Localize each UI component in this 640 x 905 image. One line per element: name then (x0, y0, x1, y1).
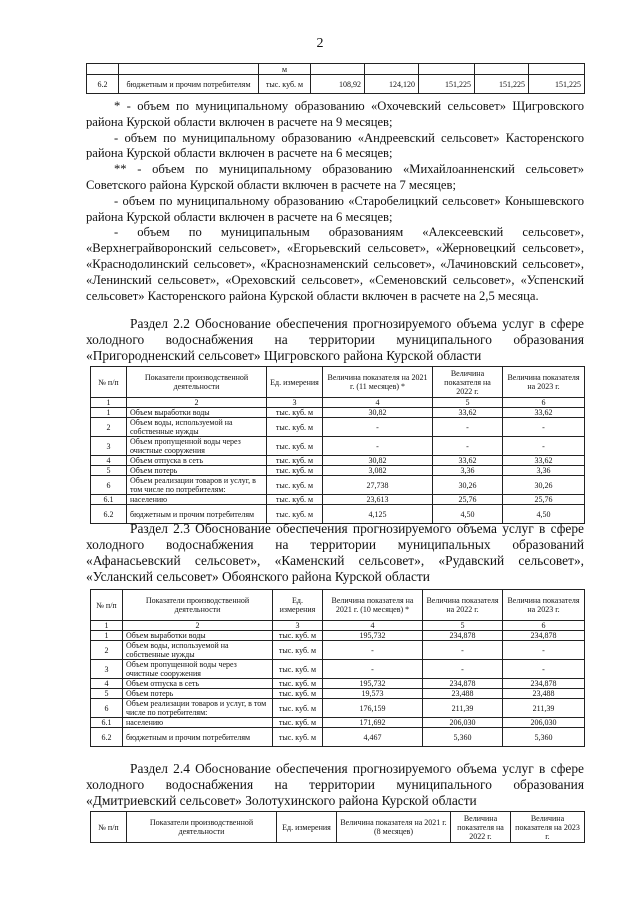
column-header: Величина показателя на 2023 г. (511, 812, 585, 843)
row-number: 6.1 (91, 718, 123, 728)
row-value-2023: - (503, 641, 585, 660)
row-unit: тыс. куб. м (267, 495, 323, 505)
row-label: Объем пропущенной воды через очистные сооружения (123, 660, 273, 679)
table-header-row (91, 812, 585, 843)
column-header: № п/п (91, 367, 127, 398)
footnotes (86, 99, 584, 304)
section-table-2-3 (90, 589, 584, 747)
table-header-row (91, 590, 585, 621)
row-value-2022: 206,030 (423, 718, 503, 728)
column-header: Величина показателя на 2023 г. (503, 590, 585, 621)
row-number: 1 (91, 408, 127, 418)
row-unit: тыс. куб. м (273, 718, 323, 728)
row-label: Объем реализации товаров и услуг, в том числе по потребителям: (123, 699, 273, 718)
section-heading-2-2: Раздел 2.2 Обоснование обеспечения прогнозируемого объема услуг в сфере холодного водоснабжения на территории муниципального образования «Пригородненский сельсовет» Щигровского района Курской области (86, 316, 584, 363)
table-row (91, 699, 585, 718)
row-value-2021: 19,573 (323, 689, 423, 699)
row-label: Объем потерь (127, 466, 267, 476)
row-label: Объем выработки воды (123, 631, 273, 641)
row-unit: тыс. куб. м (267, 418, 323, 437)
row-unit: тыс. куб. м (273, 699, 323, 718)
row-value-2021: 4,467 (323, 728, 423, 747)
table-row (91, 689, 585, 699)
row-label: Объем воды, используемой на собственные нужды (123, 641, 273, 660)
row-number: 4 (91, 456, 127, 466)
table-row (91, 631, 585, 641)
row-value: 151,225 (529, 75, 585, 94)
row-label: Объем потерь (123, 689, 273, 699)
row-label: населению (127, 495, 267, 505)
section-table-2-4 (90, 811, 584, 843)
section-table-2-2 (90, 366, 584, 524)
column-header: Показатели производственной деятельности (127, 812, 277, 843)
row-value-2022: 30,26 (433, 476, 503, 495)
row-label: бюджетным и прочим потребителям (123, 728, 273, 747)
row-value-2022: 234,878 (423, 631, 503, 641)
row-value-2023: 4,50 (503, 505, 585, 524)
row-value-2022: 4,50 (433, 505, 503, 524)
row-value-2023: 23,488 (503, 689, 585, 699)
table-row (91, 418, 585, 437)
table-row (91, 718, 585, 728)
row-number: 6 (91, 699, 123, 718)
row-unit: тыс. куб. м (273, 631, 323, 641)
row-value-2023: 5,360 (503, 728, 585, 747)
column-index-row: 1 2 3 4 5 6 (91, 398, 585, 408)
row-label: Объем воды, используемой на собственные нужды (127, 418, 267, 437)
column-header: Ед. измерения (277, 812, 337, 843)
row-number: 1 (91, 631, 123, 641)
unit-tail: м (259, 64, 311, 75)
table-row (91, 456, 585, 466)
row-value-2021: 4,125 (323, 505, 433, 524)
column-header: Величина показателя на 2021 г. (8 месяцев) (337, 812, 451, 843)
row-unit: тыс. куб. м (259, 75, 311, 94)
row-number: 2 (91, 418, 127, 437)
continuation-table (86, 63, 584, 94)
row-number: 6.2 (87, 75, 119, 94)
table-row (87, 75, 585, 94)
column-header: Величина показателя на 2022 г. (433, 367, 503, 398)
row-value-2021: - (323, 418, 433, 437)
column-header: № п/п (91, 812, 127, 843)
row-value: 124,120 (365, 75, 419, 94)
column-header: Величина показателя на 2022 г. (423, 590, 503, 621)
row-value-2023: 33,62 (503, 456, 585, 466)
row-unit: тыс. куб. м (273, 728, 323, 747)
row-unit: тыс. куб. м (267, 437, 323, 456)
column-header: Ед. измерения (273, 590, 323, 621)
column-header: Величина показателя на 2023 г. (503, 367, 585, 398)
row-value-2021: 195,732 (323, 679, 423, 689)
table-header-row (91, 367, 585, 398)
row-label: Объем реализации товаров и услуг, в том числе по потребителям: (127, 476, 267, 495)
row-value-2021: - (323, 437, 433, 456)
row-value-2022: 25,76 (433, 495, 503, 505)
row-unit: тыс. куб. м (273, 660, 323, 679)
row-value-2022: 234,878 (423, 679, 503, 689)
column-header: Величина показателя на 2021 г. (11 месяцев) * (323, 367, 433, 398)
table-row (91, 495, 585, 505)
row-label: бюджетным и прочим потребителям (127, 505, 267, 524)
footnote: - объем по муниципальным образованиям «Алексеевский сельсовет», «Верхнеграйворонский сельсовет», «Егорьевский сельсовет», «Жерновецкий сельсовет», «Краснодолинский сельсовет», «Краснознаменский сельсовет», «Лачиновский сельсовет», «Ленинский сельсовет», «Ореховский сельсовет», «Семеновский сельсовет», «Успенский сельсовет» Касторенского района Курской области включен в расчете на 2,5 месяца. (86, 225, 584, 303)
row-value-2021: 23,613 (323, 495, 433, 505)
row-label: населению (123, 718, 273, 728)
row-value: 151,225 (419, 75, 475, 94)
table-row (91, 660, 585, 679)
row-value-2022: 5,360 (423, 728, 503, 747)
row-value-2023: - (503, 418, 585, 437)
row-value-2022: - (433, 418, 503, 437)
row-value-2021: 3,082 (323, 466, 433, 476)
column-header: Показатели производственной деятельности (127, 367, 267, 398)
column-index-row: 1 2 3 4 5 6 (91, 621, 585, 631)
row-number: 6 (91, 476, 127, 495)
row-value-2023: 30,26 (503, 476, 585, 495)
row-unit: тыс. куб. м (267, 408, 323, 418)
row-value-2023: 234,878 (503, 679, 585, 689)
row-value-2022: 33,62 (433, 408, 503, 418)
footnote: ** - объем по муниципальному образованию «Михайлоанненский сельсовет» Советского района Курской области включен в расчете на 7 месяцев; (86, 162, 584, 192)
page-number: 2 (316, 36, 324, 51)
row-value-2021: 27,738 (323, 476, 433, 495)
footnote: - объем по муниципальному образованию «Андреевский сельсовет» Касторенского района Курской области включен в расчете на 6 месяцев; (86, 130, 584, 161)
row-number: 5 (91, 466, 127, 476)
row-unit: тыс. куб. м (267, 476, 323, 495)
row-value-2023: - (503, 660, 585, 679)
row-unit: тыс. куб. м (273, 641, 323, 660)
column-header: Величина показателя на 2021 г. (10 месяцев) * (323, 590, 423, 621)
row-unit: тыс. куб. м (267, 505, 323, 524)
row-label: Объем отпуска в сеть (123, 679, 273, 689)
footnote: * - объем по муниципальному образованию «Охочевский сельсовет» Щигровского района Курской области включен в расчете на 9 месяцев; (86, 99, 584, 129)
row-value-2022: - (433, 437, 503, 456)
table-row (91, 408, 585, 418)
table-row (91, 728, 585, 747)
row-number: 2 (91, 641, 123, 660)
section-heading-2-4: Раздел 2.4 Обоснование обеспечения прогнозируемого объема услуг в сфере холодного водоснабжения на территории муниципального образования «Дмитриевский сельсовет» Золотухинского района Курской области (86, 761, 584, 808)
table-row (91, 466, 585, 476)
row-number: 4 (91, 679, 123, 689)
row-number: 6.1 (91, 495, 127, 505)
row-unit: тыс. куб. м (267, 466, 323, 476)
row-value-2021: 30,82 (323, 408, 433, 418)
row-unit: тыс. куб. м (273, 689, 323, 699)
row-value-2022: 23,488 (423, 689, 503, 699)
row-value-2023: 206,030 (503, 718, 585, 728)
row-value-2021: - (323, 660, 423, 679)
row-value-2021: 176,159 (323, 699, 423, 718)
row-number: 3 (91, 660, 123, 679)
row-number: 6.2 (91, 728, 123, 747)
row-number: 6.2 (91, 505, 127, 524)
row-value: 151,225 (475, 75, 529, 94)
table-row (91, 679, 585, 689)
column-header: Ед. измерения (267, 367, 323, 398)
row-value-2023: - (503, 437, 585, 456)
row-value-2022: 211,39 (423, 699, 503, 718)
row-label: Объем пропущенной воды через очистные сооружения (127, 437, 267, 456)
footnote: - объем по муниципальному образованию «Старобелицкий сельсовет» Конышевского района Курской области включен в расчете на 6 месяцев; (86, 193, 584, 224)
row-value-2022: 33,62 (433, 456, 503, 466)
row-value-2022: 3,36 (433, 466, 503, 476)
column-header: Показатели производственной деятельности (123, 590, 273, 621)
row-value-2023: 3,36 (503, 466, 585, 476)
row-number: 3 (91, 437, 127, 456)
row-number: 5 (91, 689, 123, 699)
row-unit: тыс. куб. м (267, 456, 323, 466)
row-value: 108,92 (311, 75, 365, 94)
row-value-2023: 234,878 (503, 631, 585, 641)
row-value-2023: 211,39 (503, 699, 585, 718)
column-header: № п/п (91, 590, 123, 621)
section-heading-2-3: Раздел 2.3 Обоснование обеспечения прогнозируемого объема услуг в сфере холодного водоснабжения на территории муниципальных образований «Афанасьевский сельсовет», «Каменский сельсовет», «Рудавский сельсовет», «Усланский сельсовет» Обоянского района Курской области (86, 521, 584, 584)
row-value-2021: - (323, 641, 423, 660)
row-value-2022: - (423, 660, 503, 679)
table-row (91, 437, 585, 456)
row-value-2022: - (423, 641, 503, 660)
row-label: бюджетным и прочим потребителям (119, 75, 259, 94)
row-value-2023: 25,76 (503, 495, 585, 505)
column-header: Величина показателя на 2022 г. (451, 812, 511, 843)
table-row (91, 641, 585, 660)
row-value-2023: 33,62 (503, 408, 585, 418)
row-value-2021: 195,732 (323, 631, 423, 641)
table-row (91, 476, 585, 495)
row-value-2021: 30,82 (323, 456, 433, 466)
row-value-2021: 171,692 (323, 718, 423, 728)
row-label: Объем выработки воды (127, 408, 267, 418)
row-unit: тыс. куб. м (273, 679, 323, 689)
row-label: Объем отпуска в сеть (127, 456, 267, 466)
